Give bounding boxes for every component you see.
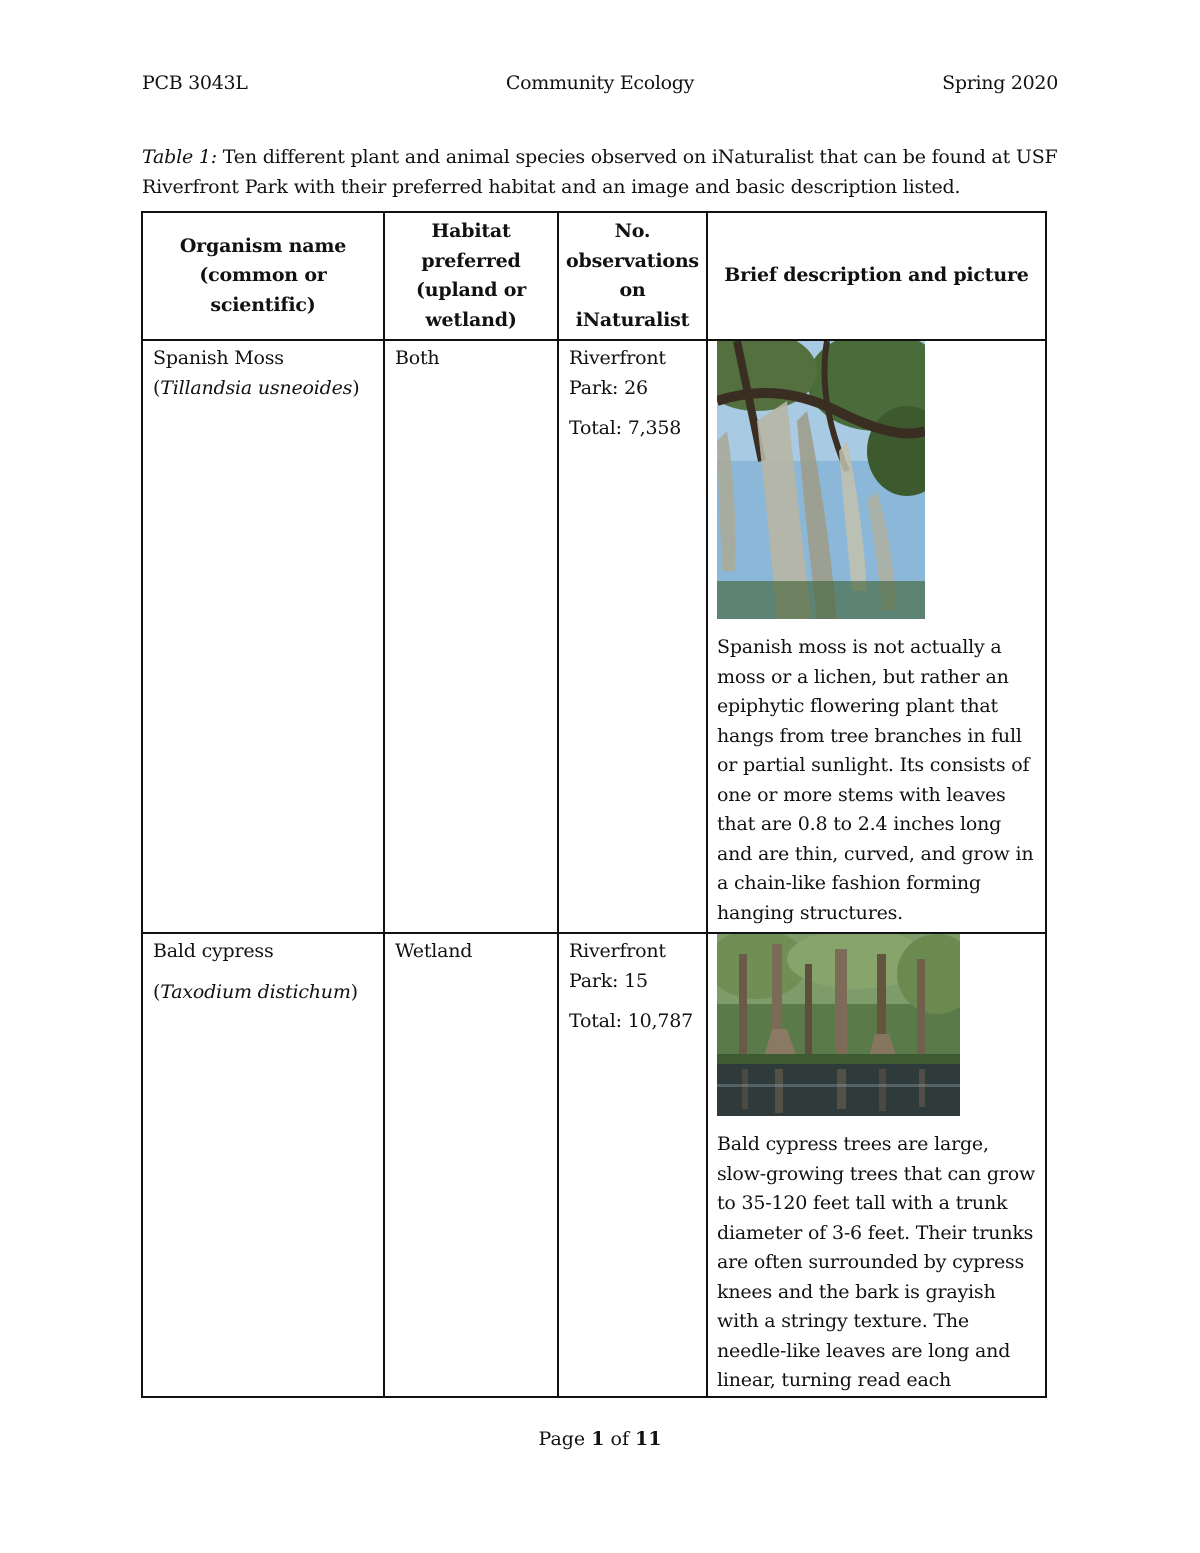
caption-text: Ten different plant and animal species observed on iNaturalist that can be found at USF Riverfront Park with their preferred habitat and an image and basic description listed. <box>142 146 1058 198</box>
park-observations: Riverfront Park: 26 <box>569 347 666 399</box>
description-cell <box>707 933 1046 1397</box>
header-organism-name: Organism name (common or scientific) <box>142 212 384 340</box>
bald-cypress-image <box>717 934 960 1116</box>
header-course-title: Community Ecology <box>505 72 695 94</box>
species-description: Bald cypress trees are large, slow-growing trees that can grow to 35-120 feet tall with a trunk diameter of 3-6 feet. Their trunks are often surrounded by cypress knees and the bark is grayish with a stringy texture. The needle-like leaves are long and linear, turning read each <box>717 1133 1036 1391</box>
total-observations: Total: 10,787 <box>569 1010 693 1032</box>
description-cell <box>707 340 1046 933</box>
table-header-row <box>142 212 1046 340</box>
organism-name-cell <box>142 340 384 933</box>
header-course-code: PCB 3043L <box>142 72 248 94</box>
species-description: Spanish moss is not actually a moss or a lichen, but rather an epiphytic flowering plant that hangs from tree branches in full or partial sunlight. Its consists of one or more stems with leaves that are 0.8 to 2.4 inches long and are thin, curved, and grow in a chain-like fashion forming hanging structures. <box>717 636 1034 924</box>
spanish-moss-image <box>717 341 925 619</box>
observations-cell <box>558 933 707 1397</box>
footer-of: of <box>604 1428 636 1450</box>
footer-prefix: Page <box>538 1428 592 1450</box>
park-observations: Riverfront Park: 15 <box>569 940 666 992</box>
header-habitat: Habitat preferred (upland or wetland) <box>384 212 558 340</box>
common-name: Bald cypress <box>153 940 274 962</box>
bald-cypress-photo <box>717 934 960 1116</box>
species-table <box>141 211 1047 1398</box>
total-page-count: 11 <box>635 1428 662 1450</box>
habitat-value: Both <box>395 347 440 369</box>
scientific-name: (Taxodium distichum) <box>153 980 358 1003</box>
total-observations: Total: 7,358 <box>569 417 682 439</box>
habitat-cell <box>384 933 558 1397</box>
scientific-name: (Tillandsia usneoides) <box>153 376 360 399</box>
current-page-number: 1 <box>591 1428 605 1450</box>
spanish-moss-photo <box>717 341 925 619</box>
organism-name-cell <box>142 933 384 1397</box>
page-footer <box>0 1428 1200 1450</box>
table-row <box>142 933 1046 1397</box>
common-name: Spanish Moss <box>153 347 284 369</box>
header-observations: No. observations on iNaturalist <box>558 212 707 340</box>
table-caption <box>142 142 1062 202</box>
caption-label: Table 1: <box>142 146 217 168</box>
observations-cell <box>558 340 707 933</box>
header-term: Spring 2020 <box>942 72 1058 94</box>
habitat-value: Wetland <box>395 940 473 962</box>
habitat-cell <box>384 340 558 933</box>
table-row <box>142 340 1046 933</box>
header-description: Brief description and picture <box>707 212 1046 340</box>
